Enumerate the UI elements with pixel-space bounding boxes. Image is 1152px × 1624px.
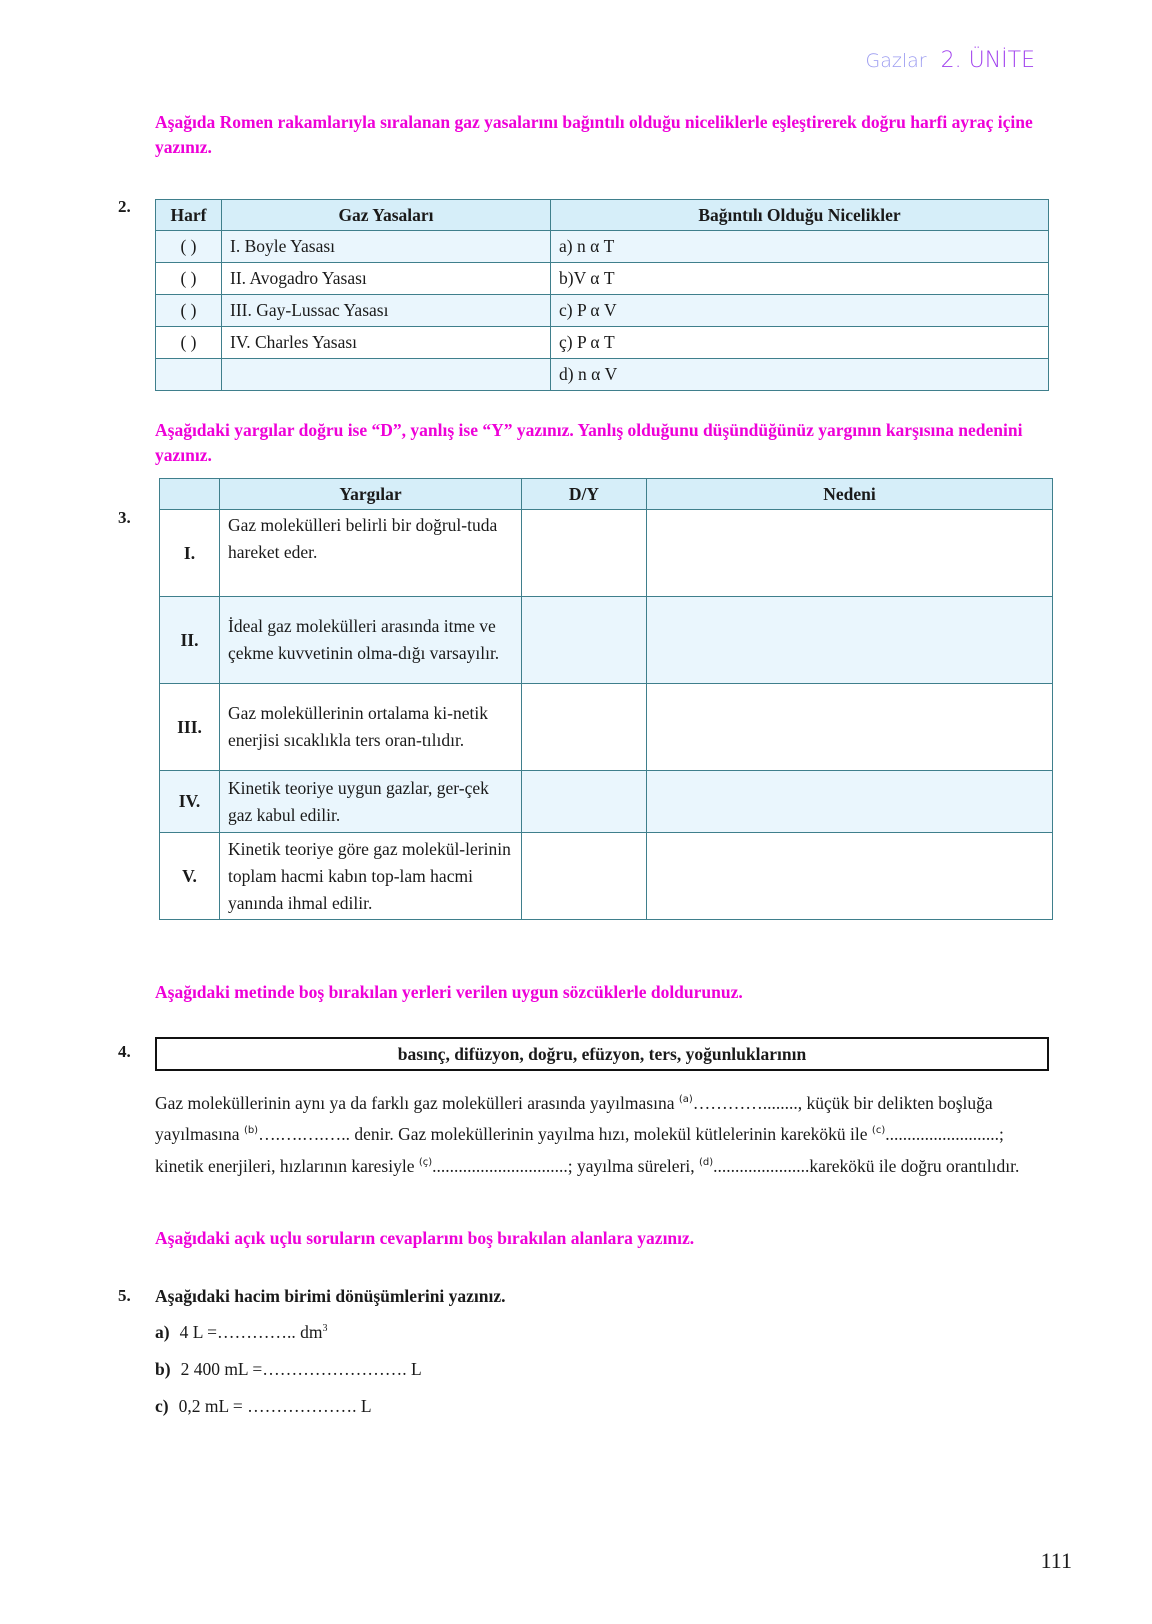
table-row: [160, 510, 1053, 597]
gas-laws-table: [155, 199, 1049, 391]
q2-number: 2.: [118, 197, 131, 216]
table-row: [156, 263, 1049, 295]
header-quantities: Bağıntılı Olduğu Nicelikler: [551, 200, 1049, 231]
table-row: [160, 597, 1053, 684]
dy-answer-field[interactable]: [522, 510, 647, 597]
table-header-row: [156, 200, 1049, 231]
relation: a) n α T: [551, 231, 1049, 263]
blank-marker-a: (a): [678, 1094, 693, 1105]
statement: Kinetik teoriye göre gaz molekül-lerinin toplam hacmi kabın top-lam hacmi yanında ihmal edilir.: [220, 833, 522, 920]
blank-marker-c: (c): [871, 1125, 886, 1137]
item-label: c): [155, 1396, 169, 1416]
harf-empty: [156, 359, 222, 391]
reason-answer-field[interactable]: [647, 597, 1053, 684]
harf-answer-field[interactable]: ( ): [156, 295, 222, 327]
law-name: IV. Charles Yasası: [222, 327, 551, 359]
table-row: [160, 684, 1053, 771]
law-name: III. Gay-Lussac Yasası: [222, 295, 551, 327]
roman-numeral: IV.: [160, 771, 220, 833]
unit-title: 2. ÜNİTE: [940, 48, 1035, 73]
item-label: a): [155, 1322, 170, 1342]
q5-instruction: Aşağıdaki açık uçlu soruların cevaplarını boş bırakılan alanlara yazınız.: [155, 1228, 695, 1248]
header-gas-laws: Gaz Yasaları: [222, 200, 551, 231]
dy-answer-field[interactable]: [522, 684, 647, 771]
law-name: II. Avogadro Yasası: [222, 263, 551, 295]
statement: Gaz molekülleri belirli bir doğrul-tuda hareket eder.: [220, 510, 522, 597]
blank-c-segment[interactable]: ..........................; kinetik enerjileri, hızlarının karesiyle: [155, 1124, 1004, 1176]
blank-marker-cc: (ç): [418, 1156, 433, 1168]
statement: Kinetik teoriye uygun gazlar, ger-çek gaz kabul edilir.: [220, 771, 522, 833]
relation: d) n α V: [551, 359, 1049, 391]
roman-numeral: II.: [160, 597, 220, 684]
header-harf: Harf: [156, 200, 222, 231]
blank-cc-segment[interactable]: ...............................; yayılma süreleri,: [432, 1155, 700, 1176]
q4-number: 4.: [118, 1042, 131, 1061]
statements-table: [159, 478, 1053, 920]
header-roman: [160, 479, 220, 510]
relation: b)V α T: [551, 263, 1049, 295]
dy-answer-field[interactable]: [522, 771, 647, 833]
dy-answer-field[interactable]: [522, 597, 647, 684]
q5-title: Aşağıdaki hacim birimi dönüşümlerini yazınız.: [155, 1286, 506, 1306]
conversion-item-c[interactable]: [155, 1396, 372, 1417]
page-header: [866, 48, 1035, 73]
item-label: b): [155, 1359, 171, 1379]
item-text: 4 L =………….. dm: [179, 1322, 323, 1342]
table-row: [156, 231, 1049, 263]
header-reason: Nedeni: [647, 479, 1053, 510]
blank-b-segment[interactable]: ….….….….. denir. Gaz moleküllerinin yayılma hızı, molekül kütlelerinin karekökü ile: [258, 1124, 872, 1145]
q2-instruction: Aşağıda Romen rakamlarıyla sıralanan gaz yasalarını bağıntılı olduğu niceliklerle eşleştirerek doğru harfi ayraç içine yazınız.: [155, 112, 1033, 157]
q3-number: 3.: [118, 508, 131, 527]
reason-answer-field[interactable]: [647, 510, 1053, 597]
reason-answer-field[interactable]: [647, 771, 1053, 833]
table-row: [160, 833, 1053, 920]
dy-answer-field[interactable]: [522, 833, 647, 920]
blank-marker-d: (d): [699, 1156, 714, 1168]
law-name: I. Boyle Yasası: [222, 231, 551, 263]
word-bank: basınç, difüzyon, doğru, efüzyon, ters, yoğunluklarının: [155, 1037, 1049, 1071]
roman-numeral: V.: [160, 833, 220, 920]
harf-answer-field[interactable]: ( ): [156, 327, 222, 359]
blank-marker-b: (b): [243, 1125, 259, 1137]
chapter-title: Gazlar: [865, 50, 927, 72]
blank-d-segment[interactable]: ......................karekökü ile doğru orantılıdır.: [713, 1155, 1020, 1176]
law-empty: [222, 359, 551, 391]
harf-answer-field[interactable]: ( ): [156, 231, 222, 263]
table-row: [156, 295, 1049, 327]
roman-numeral: III.: [160, 684, 220, 771]
blank-a-segment[interactable]: …………........, küçük bir delikten boşluğa yayılmasına: [155, 1092, 993, 1145]
table-row: [160, 771, 1053, 833]
item-text: 0,2 mL = ………………. L: [178, 1396, 372, 1416]
statement: İdeal gaz molekülleri arasında itme ve çekme kuvvetinin olma-dığı varsayılır.: [220, 597, 522, 684]
text-segment: Gaz moleküllerinin aynı ya da farklı gaz molekülleri arasında yayılmasına: [155, 1092, 679, 1113]
item-text: 2 400 mL =……………………. L: [180, 1359, 422, 1379]
roman-numeral: I.: [160, 510, 220, 597]
fill-in-paragraph: [155, 1086, 1055, 1180]
header-statements: Yargılar: [220, 479, 522, 510]
page-number: 111: [1040, 1548, 1072, 1573]
item-sup: 3: [322, 1323, 328, 1335]
table-row: [156, 327, 1049, 359]
relation: ç) P α T: [551, 327, 1049, 359]
conversion-item-a[interactable]: [155, 1322, 327, 1343]
conversion-item-b[interactable]: [155, 1359, 422, 1380]
reason-answer-field[interactable]: [647, 833, 1053, 920]
statement: Gaz moleküllerinin ortalama ki-netik enerjisi sıcaklıkla ters oran-tılıdır.: [220, 684, 522, 771]
q3-instruction: Aşağıdaki yargılar doğru ise “D”, yanlış ise “Y” yazınız. Yanlış olduğunu düşündüğünüz yargının karşısına nedenini yazınız.: [155, 420, 1023, 465]
harf-answer-field[interactable]: ( ): [156, 263, 222, 295]
table-row: [156, 359, 1049, 391]
reason-answer-field[interactable]: [647, 684, 1053, 771]
q5-number: 5.: [118, 1286, 131, 1305]
q4-instruction: Aşağıdaki metinde boş bırakılan yerleri verilen uygun sözcüklerle doldurunuz.: [155, 982, 743, 1002]
header-dy: D/Y: [522, 479, 647, 510]
relation: c) P α V: [551, 295, 1049, 327]
table-header-row: [160, 479, 1053, 510]
